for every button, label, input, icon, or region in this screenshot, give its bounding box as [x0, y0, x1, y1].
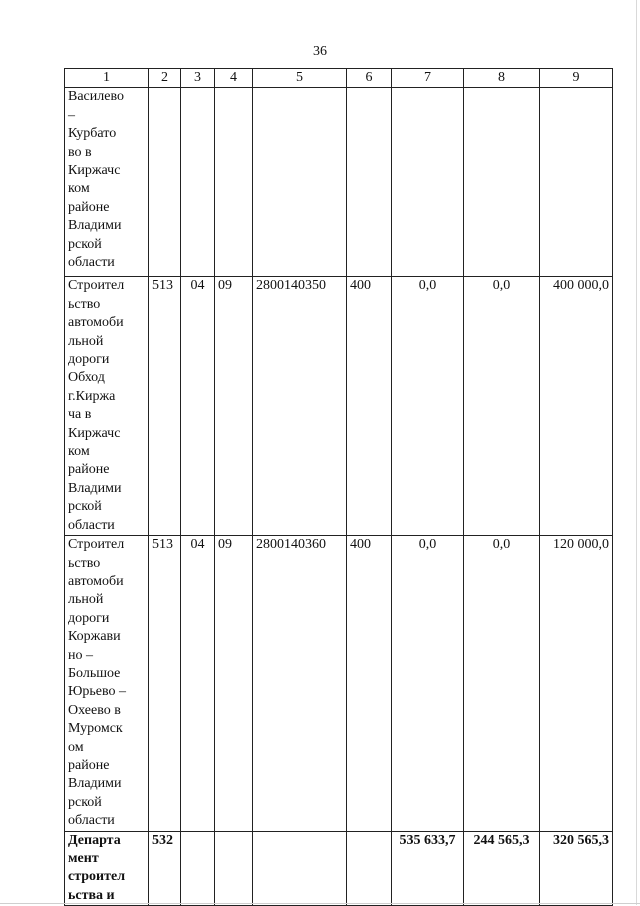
- cell-amount-9: 320 565,3: [540, 831, 613, 906]
- col-header-2: 2: [149, 69, 181, 88]
- cell-subsection: 09: [215, 536, 253, 832]
- row-name: Строител ьство автомоби льной дороги Обход г.Киржа ча в Киржачс ком районе Владими рской области: [65, 277, 149, 536]
- cell-target-article: 2800140350: [253, 277, 347, 536]
- table-row: [65, 831, 613, 906]
- cell-amount-7: 0,0: [392, 277, 464, 536]
- row-name: Василево – Курбато во в Киржачс ком районе Владими рской области: [65, 88, 149, 277]
- cell-amount-8: 0,0: [464, 277, 540, 536]
- cell-amount-8: 0,0: [464, 536, 540, 832]
- cell-subsection: 09: [215, 277, 253, 536]
- cell-amount-8: 244 565,3: [464, 831, 540, 906]
- page-number: 36: [313, 44, 327, 59]
- cell-amount-8: [464, 88, 540, 277]
- cell-section: [181, 831, 215, 906]
- row-name: Департа мент строител ьства и: [65, 831, 149, 906]
- table-row: [65, 536, 613, 832]
- cell-amount-7: [392, 88, 464, 277]
- cell-section: [181, 88, 215, 277]
- header-row: [65, 69, 613, 88]
- cell-amount-9: [540, 88, 613, 277]
- col-header-9: 9: [540, 69, 613, 88]
- col-header-1: 1: [65, 69, 149, 88]
- col-header-4: 4: [215, 69, 253, 88]
- cell-code: 513: [149, 277, 181, 536]
- scan-edge-bottom: [0, 903, 640, 904]
- cell-subsection: [215, 831, 253, 906]
- cell-target-article: [253, 88, 347, 277]
- col-header-3: 3: [181, 69, 215, 88]
- col-header-6: 6: [347, 69, 392, 88]
- cell-target-article: 2800140360: [253, 536, 347, 832]
- cell-code: [149, 88, 181, 277]
- budget-table: [64, 68, 613, 906]
- cell-amount-9: 400 000,0: [540, 277, 613, 536]
- cell-amount-7: 0,0: [392, 536, 464, 832]
- cell-code: 513: [149, 536, 181, 832]
- scan-edge-right: [636, 0, 637, 905]
- col-header-7: 7: [392, 69, 464, 88]
- table-row: [65, 88, 613, 277]
- row-name: Строител ьство автомоби льной дороги Коржави но – Большое Юрьево – Охеево в Муромск ом районе Владими рской области: [65, 536, 149, 832]
- cell-section: 04: [181, 277, 215, 536]
- cell-amount-7: 535 633,7: [392, 831, 464, 906]
- col-header-8: 8: [464, 69, 540, 88]
- col-header-5: 5: [253, 69, 347, 88]
- cell-expense-type: 400: [347, 277, 392, 536]
- table-row: [65, 277, 613, 536]
- cell-subsection: [215, 88, 253, 277]
- cell-code: 532: [149, 831, 181, 906]
- cell-expense-type: 400: [347, 536, 392, 832]
- cell-amount-9: 120 000,0: [540, 536, 613, 832]
- cell-expense-type: [347, 88, 392, 277]
- cell-expense-type: [347, 831, 392, 906]
- cell-target-article: [253, 831, 347, 906]
- cell-section: 04: [181, 536, 215, 832]
